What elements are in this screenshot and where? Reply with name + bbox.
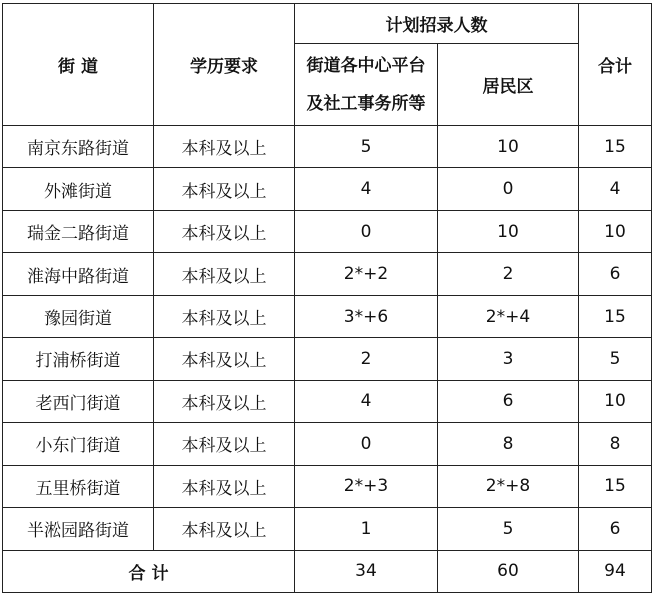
cell-street: 半淞园路街道 — [3, 508, 154, 550]
cell-platform: 4 — [295, 168, 438, 210]
table-row — [3, 210, 652, 252]
header-platform — [295, 44, 438, 126]
cell-street: 淮海中路街道 — [3, 253, 154, 295]
table-row — [3, 423, 652, 465]
cell-residential: 6 — [438, 380, 579, 422]
header-education: 学历要求 — [154, 4, 295, 126]
total-platform: 34 — [295, 550, 438, 592]
cell-total: 4 — [579, 168, 652, 210]
cell-total: 10 — [579, 380, 652, 422]
cell-street: 打浦桥街道 — [3, 338, 154, 380]
cell-street: 老西门街道 — [3, 380, 154, 422]
cell-education: 本科及以上 — [154, 508, 295, 550]
table-row — [3, 168, 652, 210]
cell-residential: 2*+8 — [438, 465, 579, 507]
cell-total: 15 — [579, 295, 652, 337]
table-row — [3, 380, 652, 422]
cell-street: 外滩街道 — [3, 168, 154, 210]
cell-education: 本科及以上 — [154, 295, 295, 337]
header-platform-line2: 及社工事务所等 — [306, 93, 426, 114]
cell-platform: 1 — [295, 508, 438, 550]
table-row — [3, 253, 652, 295]
cell-education: 本科及以上 — [154, 126, 295, 168]
cell-platform: 0 — [295, 210, 438, 252]
cell-education: 本科及以上 — [154, 423, 295, 465]
header-total: 合计 — [579, 4, 652, 126]
cell-education: 本科及以上 — [154, 338, 295, 380]
header-planned: 计划招录人数 — [295, 4, 579, 44]
total-row — [3, 550, 652, 592]
table-row — [3, 295, 652, 337]
recruitment-table — [2, 3, 652, 593]
cell-street: 南京东路街道 — [3, 126, 154, 168]
table-row — [3, 338, 652, 380]
cell-total: 15 — [579, 465, 652, 507]
cell-residential: 5 — [438, 508, 579, 550]
cell-platform: 2 — [295, 338, 438, 380]
cell-total: 8 — [579, 423, 652, 465]
table-row — [3, 465, 652, 507]
cell-total: 10 — [579, 210, 652, 252]
cell-platform: 4 — [295, 380, 438, 422]
cell-street: 小东门街道 — [3, 423, 154, 465]
cell-total: 6 — [579, 508, 652, 550]
cell-residential: 8 — [438, 423, 579, 465]
total-residential: 60 — [438, 550, 579, 592]
cell-total: 15 — [579, 126, 652, 168]
cell-education: 本科及以上 — [154, 168, 295, 210]
cell-platform: 2*+3 — [295, 465, 438, 507]
cell-residential: 3 — [438, 338, 579, 380]
cell-residential: 2*+4 — [438, 295, 579, 337]
header-row-top — [3, 4, 652, 44]
cell-education: 本科及以上 — [154, 380, 295, 422]
table-row — [3, 508, 652, 550]
cell-street: 豫园街道 — [3, 295, 154, 337]
cell-residential: 10 — [438, 126, 579, 168]
header-platform-line1: 街道各中心平台 — [306, 55, 426, 76]
cell-residential: 2 — [438, 253, 579, 295]
cell-street: 瑞金二路街道 — [3, 210, 154, 252]
header-street: 街 道 — [3, 4, 154, 126]
header-residential: 居民区 — [438, 44, 579, 126]
cell-platform: 2*+2 — [295, 253, 438, 295]
table-row — [3, 126, 652, 168]
cell-street: 五里桥街道 — [3, 465, 154, 507]
total-label: 合 计 — [3, 550, 295, 592]
cell-platform: 0 — [295, 423, 438, 465]
cell-total: 6 — [579, 253, 652, 295]
cell-residential: 10 — [438, 210, 579, 252]
cell-residential: 0 — [438, 168, 579, 210]
cell-education: 本科及以上 — [154, 465, 295, 507]
total-overall: 94 — [579, 550, 652, 592]
cell-platform: 3*+6 — [295, 295, 438, 337]
cell-education: 本科及以上 — [154, 210, 295, 252]
cell-education: 本科及以上 — [154, 253, 295, 295]
cell-total: 5 — [579, 338, 652, 380]
cell-platform: 5 — [295, 126, 438, 168]
